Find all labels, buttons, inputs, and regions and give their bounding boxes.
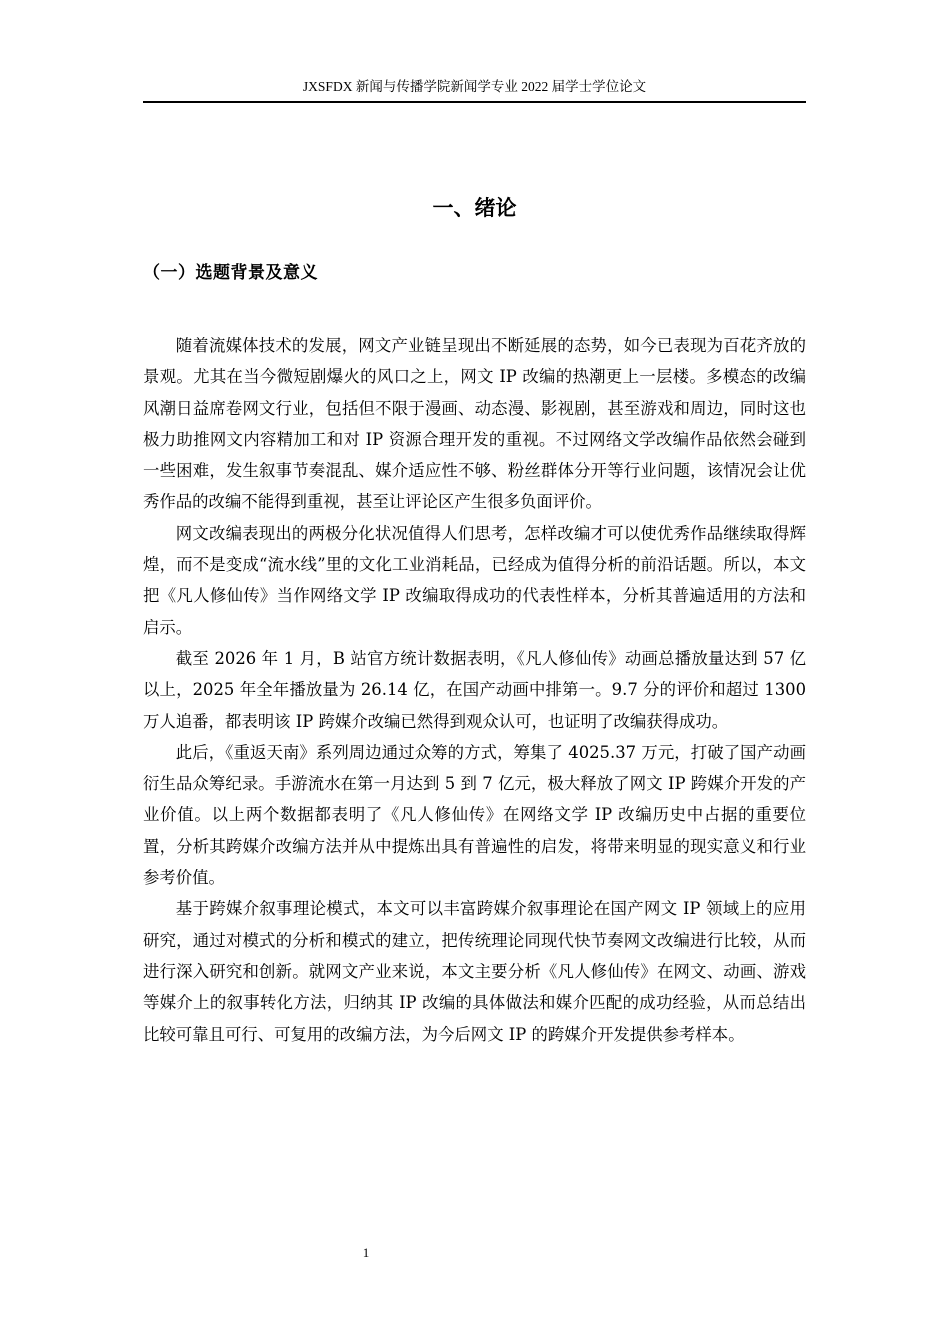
paragraph: 此后，《重返天南》系列周边通过众筹的方式，筹集了 4025.37 万元，打破了国产动画衍生品众筹纪录。手游流水在第一月达到 5 到 7 亿元，极大释放了网文 IP 跨媒介开发的产业价值。以上两个数据都表明了《凡人修仙传》在网络文学 IP 改编历史中占据的重要位置，分析其跨媒介改编方法并从中提炼出具有普遍性的启发，将带来明显的现实意义和行业参考价值。 (143, 742, 806, 888)
body-text (143, 330, 806, 1050)
paragraph: 截至 2026 年 1 月，B 站官方统计数据表明，《凡人修仙传》动画总播放量达到 57 亿以上，2025 年全年播放量为 26.14 亿，在国产动画中排第一。9.7 分的评价和超过 1300 万人追番，都表明该 IP 跨媒介改编已然得到观众认可，也证明了改编获得成功。 (143, 648, 806, 731)
paragraph: 随着流媒体技术的发展，网文产业链呈现出不断延展的态势，如今已表现为百花齐放的景观。尤其在当今微短剧爆火的风口之上，网文 IP 改编的热潮更上一层楼。多模态的改编风潮日益席卷网文行业，包括但不限于漫画、动态漫、影视剧，甚至游戏和周边，同时这也极力助推网文内容精加工和对 IP 资源合理开发的重视。不过网络文学改编作品依然会碰到一些困难，发生叙事节奏混乱、媒介适应性不够、粉丝群体分开等行业问题，该情况会让优秀作品的改编不能得到重视，甚至让评论区产生很多负面评价。 (143, 336, 806, 512)
chapter-title: 一、绪论 (432, 196, 517, 220)
paragraph: 网文改编表现出的两极分化状况值得人们思考，怎样改编才可以使优秀作品继续取得辉煌，而不是变成“流水线”里的文化工业消耗品，已经成为值得分析的前沿话题。所以，本文把《凡人修仙传》当作网络文学 IP 改编取得成功的代表性样本，分析其普遍适用的方法和启示。 (143, 523, 806, 637)
running-header: JXSFDX 新闻与传播学院新闻学专业 2022 届学士学位论文 (143, 77, 806, 103)
section-title: （一）选题背景及意义 (143, 263, 318, 283)
paragraph: 基于跨媒介叙事理论模式，本文可以丰富跨媒介叙事理论在国产网文 IP 领域上的应用研究，通过对模式的分析和模式的建立，把传统理论同现代快节奏网文改编进行比较，从而进行深入研究和创新。就网文产业来说，本文主要分析《凡人修仙传》在网文、动画、游戏等媒介上的叙事转化方法，归纳其 IP 改编的具体做法和媒介匹配的成功经验，从而总结出比较可靠且可行、可复用的改编方法，为今后网文 IP 的跨媒介开发提供参考样本。 (143, 899, 806, 1044)
page-number: 1 (362, 1245, 370, 1260)
